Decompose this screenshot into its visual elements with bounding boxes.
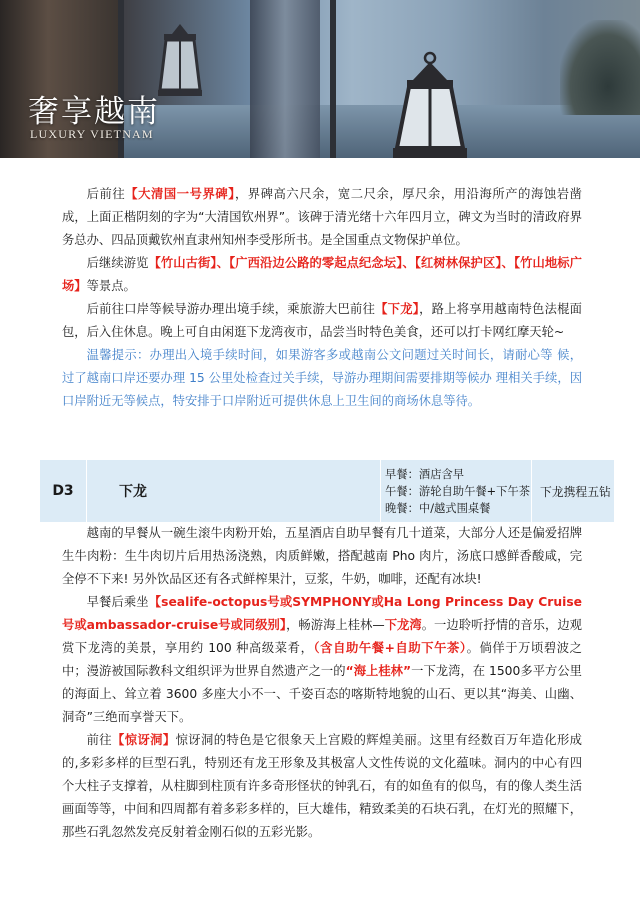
lantern-icon	[385, 50, 475, 158]
text: ，路上将享用越南特色法棍面包，后入住休息。晚上可自由闲逛下龙湾夜市，品尝当时特色美食，还可以打卡网红摩天轮~	[62, 302, 582, 339]
highlight-boundary-marker: 【大清国一号界碑】	[125, 187, 235, 201]
text: 。倘佯于万顷碧波之中；漫游被国际教科文组织评为世界自然遗产之一的	[62, 641, 582, 678]
highlight-zhushan-sights: 【竹山古街】、【广西沿边公路的零起点纪念坛】、【红树林保护区】、【竹山地标广场】	[62, 256, 582, 293]
highlight-halong: 【下龙】	[375, 302, 420, 316]
text: 后前往	[86, 187, 126, 201]
paragraph-cruise	[62, 591, 582, 729]
text: 一下龙湾，在 1500多平方公里的海面上、耸立着 3600 多座大小不一、千姿百态的喀斯特地貌的山石、更以其“海美、山幽、洞奇”三绝而享誉天下。	[62, 664, 582, 724]
window-frame-right	[330, 0, 336, 158]
text: 后前往口岸等候导游办理出境手续，乘旅游大巴前往	[86, 302, 376, 316]
paragraph-to-halong	[62, 298, 582, 344]
text: 后继续游览	[86, 256, 149, 270]
paragraph-surprise-cave	[62, 729, 582, 844]
meal-breakfast: 早餐：酒店含早	[385, 467, 465, 481]
logo-subtitle: LUXURY VIETNAM	[30, 127, 154, 141]
day-header-bar	[40, 460, 614, 522]
highlight-surprise-cave: 【惊讶洞】	[112, 733, 176, 747]
logo-title: 奢享越南	[28, 94, 160, 130]
highlight-halong-bay: 下龙湾	[384, 618, 422, 632]
section-day3	[62, 522, 582, 844]
curtain-middle	[250, 0, 320, 158]
text: 惊讶洞的特色是它很象天上宫殿的辉煌美丽。这里有经数百万年造化形成的,多彩多样的巨型石乳，特别还有龙王形象及其极富人文性传说的文化蕴味。洞内的中心有四个大柱子支撑着，从柱脚到柱顶有许多奇形怪状的钟乳石，有的如鱼有的似鸟，有的像人类生活画面等等，中间和四周都有着多彩多样的，巨大雄伟，精致柔美的石块石乳，在灯光的照耀下，那些石乳忽然发亮反射着金刚石似的五彩光影。	[62, 733, 582, 839]
highlight-buffet-included: （含自助午餐+自助下午茶）	[313, 641, 467, 655]
meal-lunch: 午餐：游轮自助午餐+下午茶	[385, 484, 531, 498]
section-day2-continued	[62, 183, 582, 413]
text: 前往	[86, 733, 113, 747]
day-number: D3	[52, 483, 74, 499]
karst-island	[560, 20, 640, 115]
text: 。一边聆听抒情的音乐，边观赏下龙湾的美景，享用约 100 种高级菜肴，	[62, 618, 582, 655]
meal-dinner: 晚餐：中/越式围桌餐	[385, 501, 491, 515]
highlight-cruise-names: 【sealife-octopus号或SYMPHONY或Ha Long Princess Day Cruise号或ambassador-cruise号或同级别】	[62, 595, 582, 632]
text: ，界碑高六尺余，宽二尺余，厚尺余，用沿海所产的海蚀岩凿成，上面正楷阴刻的字为“大清国钦州界”。该碑于清光绪十六年四月立，碑文为当时的清政府界务总办、四品顶戴钦州直隶州知州李受彤所书。是全国重点文物保护单位。	[62, 187, 582, 247]
text: 早餐后乘坐	[86, 595, 149, 609]
day-city: 下龙	[119, 484, 147, 500]
day-meals	[381, 466, 531, 517]
text: ，畅游海上桂林—	[286, 618, 385, 632]
tip-paragraph: 温馨提示：办理出入境手续时间，如果游客多或越南公文问题过关时间长，请耐心等 候，过了越南口岸还要办理 15 公里处检查过关手续，导游办理期间需要排期等候办 理相关手续，因口岸附近无等候点，特安排于口岸附近可提供休息上卫生间的商场休息等待。	[62, 348, 582, 408]
paragraph-zhushan-sights	[62, 252, 582, 298]
paragraph-breakfast: 越南的早餐从一碗生滚牛肉粉开始，五星酒店自助早餐有几十道菜，大部分人还是偏爱招牌生牛肉粉：生牛肉切片后用热汤浇熟，肉质鲜嫩，搭配越南 Pho 肉片，汤底口感鲜香酸咸，完全停不下来! 另外饮品区还有各式鲜榨果汁，豆浆，牛奶，咖啡，还配有冰块!	[62, 526, 582, 586]
text: 等景点。	[86, 279, 136, 293]
day-hotel: 下龙携程五钻	[540, 484, 611, 499]
header-banner	[0, 0, 640, 158]
paragraph-boundary-marker	[62, 183, 582, 252]
highlight-guilin-on-sea: “海上桂林”	[345, 664, 412, 678]
